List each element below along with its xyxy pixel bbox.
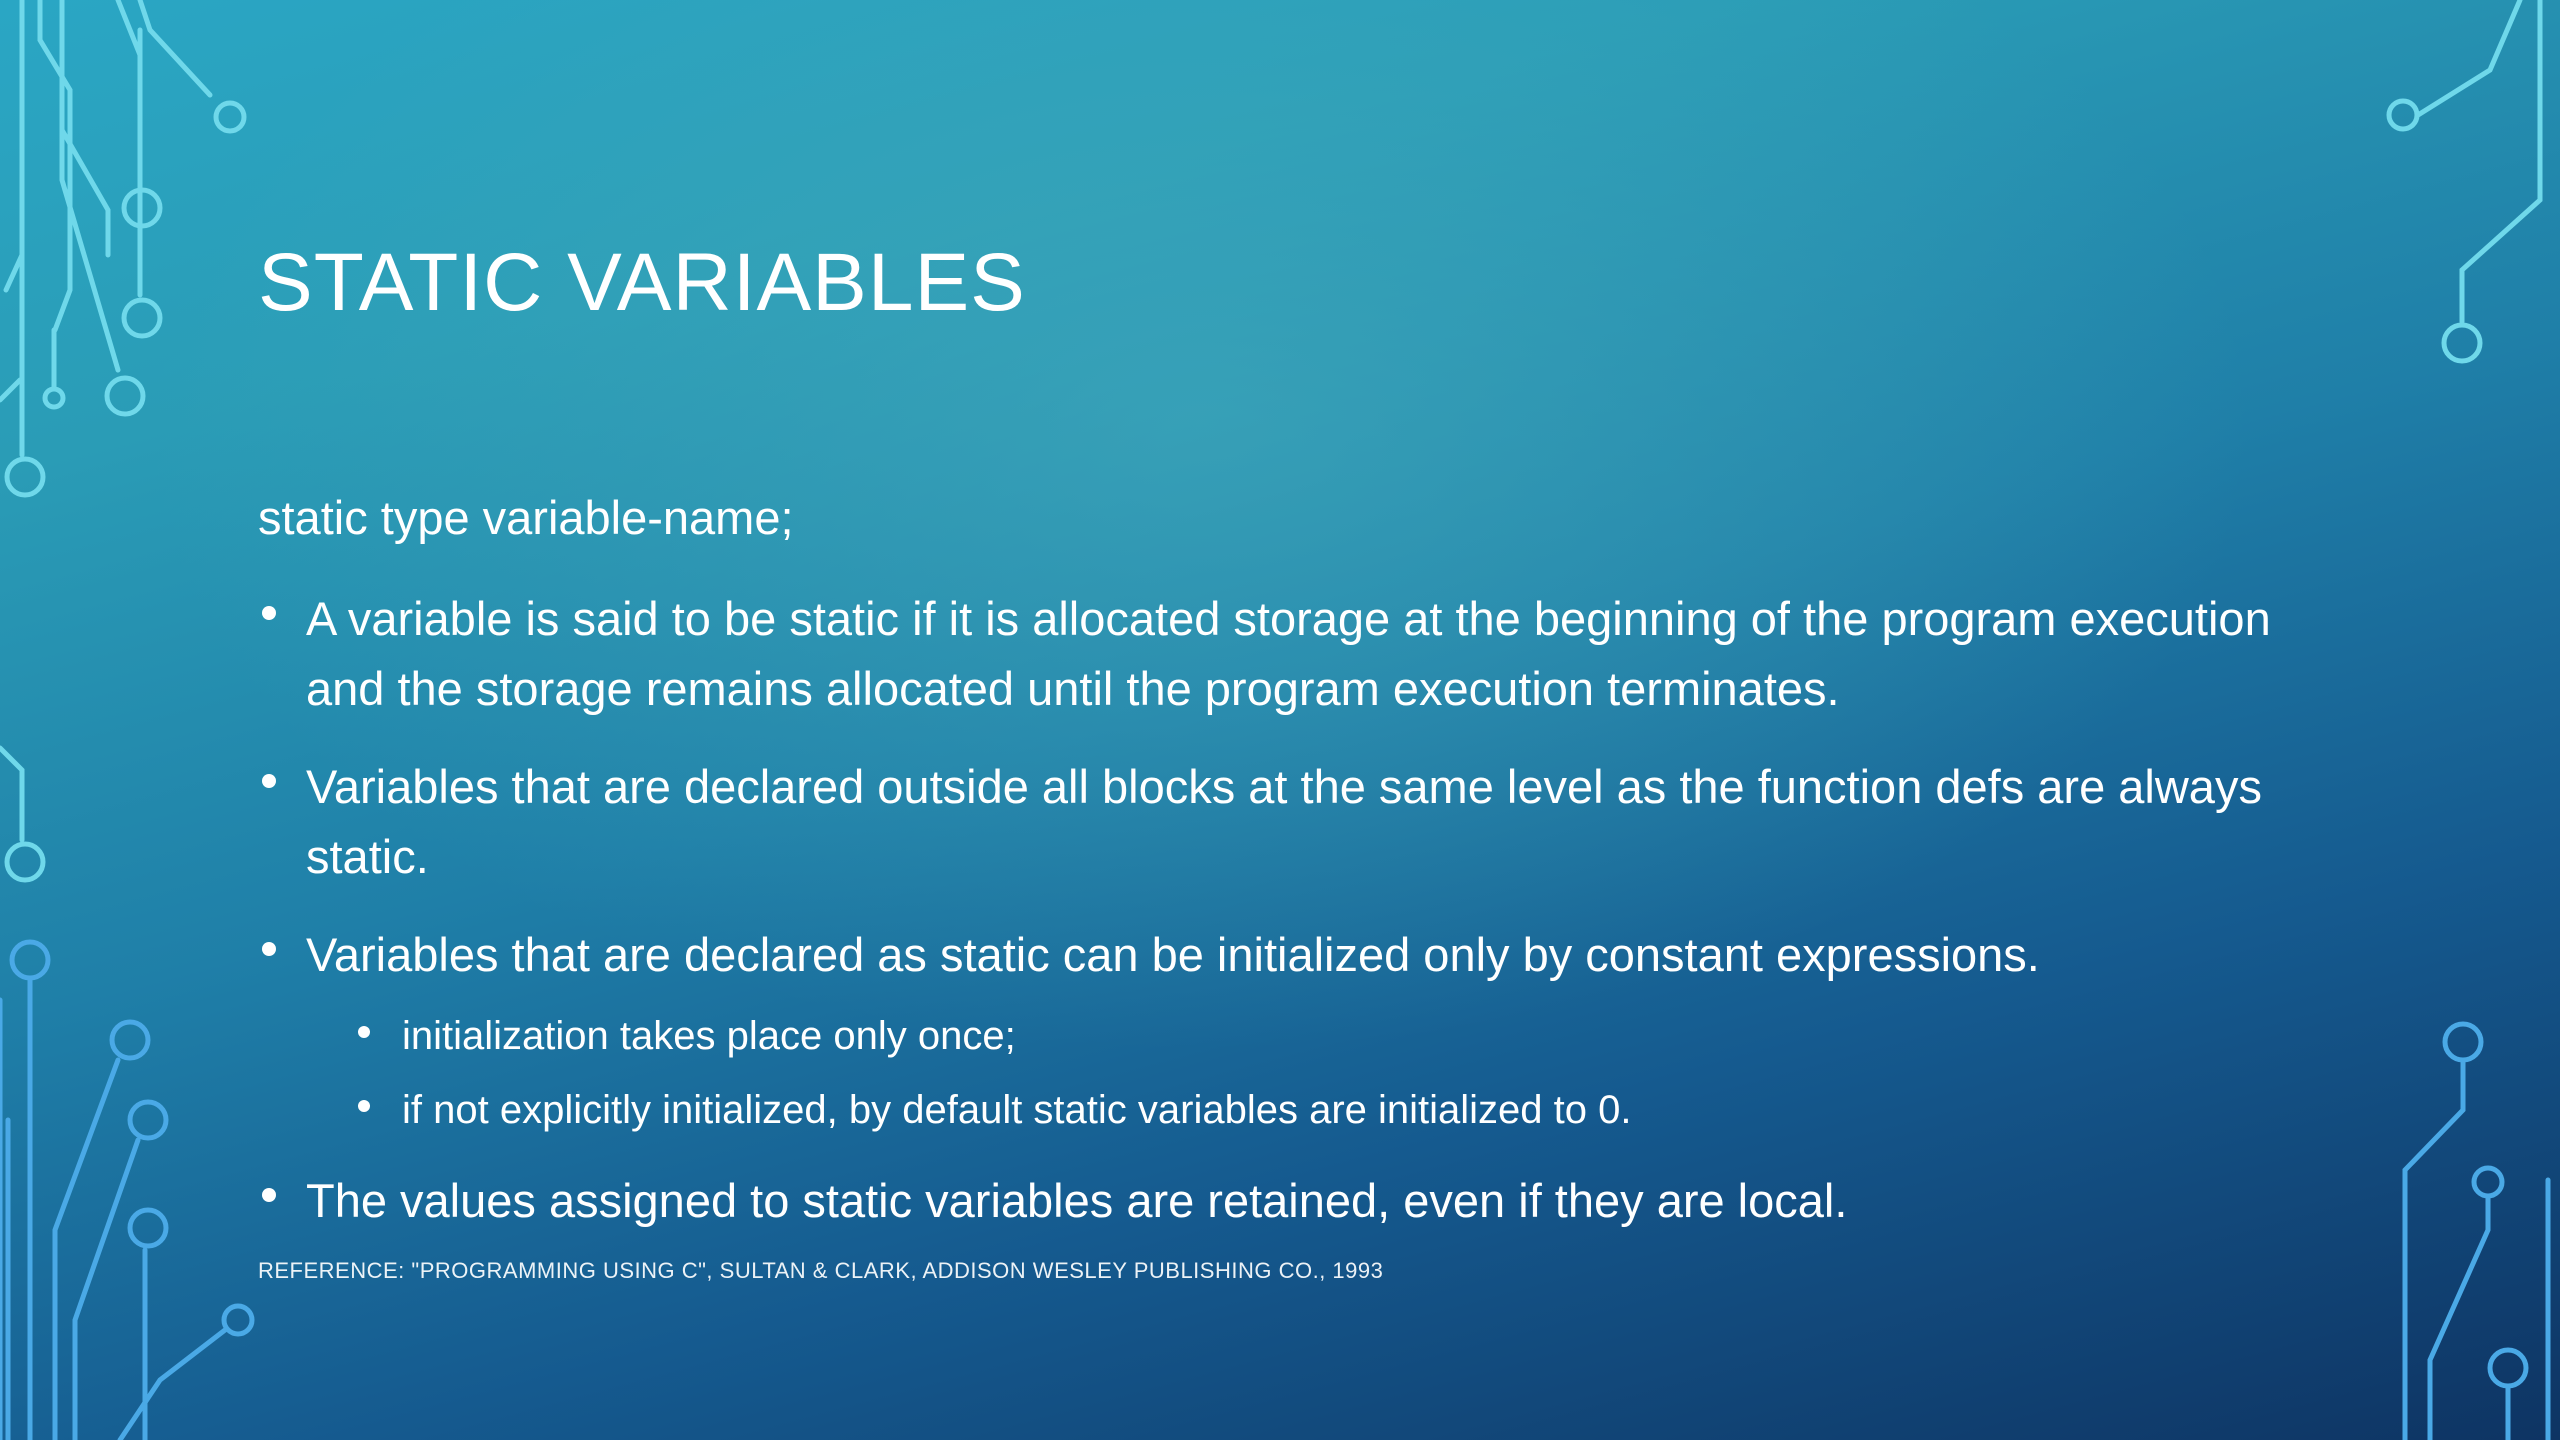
sub-bullet-list [306, 1008, 2298, 1138]
sub-bullet-dot-icon [358, 1100, 370, 1112]
bullet-dot-icon [262, 1188, 276, 1202]
sub-bullet-text: if not explicitly initialized, by default static variables are initialized to 0. [402, 1088, 1632, 1132]
bullet-item [258, 920, 2298, 1138]
slide-title: STATIC VARIABLES [258, 237, 1026, 328]
syntax-line: static type variable-name; [258, 491, 794, 544]
bullet-text: A variable is said to be static if it is allocated storage at the beginning of the program execution and the storage remains allocated until the program execution terminates. [306, 592, 2271, 715]
bullet-list [258, 584, 2298, 1264]
sub-bullet-text: initialization takes place only once; [402, 1014, 1016, 1058]
bullet-dot-icon [262, 606, 276, 620]
sub-bullet-dot-icon [358, 1026, 370, 1038]
bullet-item [258, 1166, 2298, 1236]
reference-footnote: REFERENCE: "PROGRAMMING USING C", SULTAN & CLARK, ADDISON WESLEY PUBLISHING CO., 1993 [258, 1258, 1384, 1283]
bullet-item [258, 752, 2298, 892]
bullet-text: The values assigned to static variables are retained, even if they are local. [306, 1174, 1848, 1227]
bullet-text: Variables that are declared as static can be initialized only by constant expressions. [306, 928, 2040, 981]
bullet-item [258, 584, 2298, 724]
bullet-dot-icon [262, 942, 276, 956]
sub-bullet-item [354, 1008, 2298, 1064]
sub-bullet-item [354, 1082, 2298, 1138]
bullet-text: Variables that are declared outside all blocks at the same level as the function defs are always static. [306, 760, 2262, 883]
bullet-dot-icon [262, 774, 276, 788]
